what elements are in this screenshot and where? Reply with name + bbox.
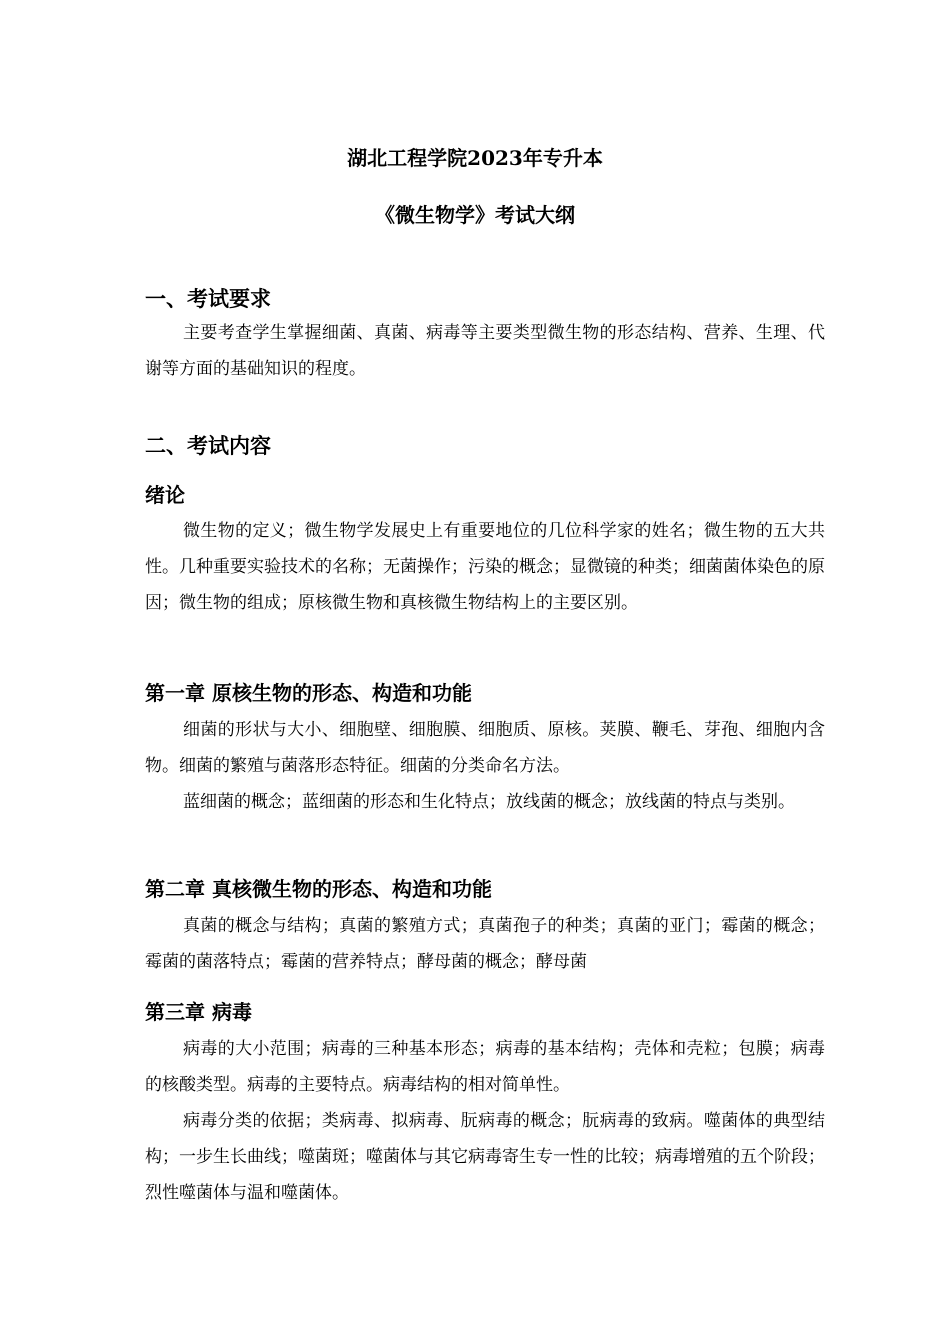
chapter2-paragraph-1: 真菌的概念与结构；真菌的繁殖方式；真菌孢子的种类；真菌的亚门；霉菌的概念；霉菌的菌落特点；霉菌的营养特点；酵母菌的概念；酵母菌 — [145, 916, 825, 972]
chapter-heading-3: 第三章 病毒 — [145, 1000, 252, 1024]
chapter3-paragraph-2: 病毒分类的依据；类病毒、拟病毒、朊病毒的概念；朊病毒的致病。噬菌体的典型结构；一步生长曲线；噬菌斑；噬菌体与其它病毒寄生专一性的比较；病毒增殖的五个阶段；烈性噬菌体与温和噬菌体。 — [145, 1111, 825, 1203]
intro-paragraph: 微生物的定义；微生物学发展史上有重要地位的几位科学家的姓名；微生物的五大共性。几种重要实验技术的名称；无菌操作；污染的概念；显微镜的种类；细菌菌体染色的原因；微生物的组成；原核微生物和真核微生物结构上的主要区别。 — [145, 521, 825, 613]
chapter-heading-intro: 绪论 — [145, 483, 185, 507]
chapter1-paragraph-2: 蓝细菌的概念；蓝细菌的形态和生化特点；放线菌的概念；放线菌的特点与类别。 — [183, 792, 795, 812]
requirements-paragraph: 主要考查学生掌握细菌、真菌、病毒等主要类型微生物的形态结构、营养、生理、代谢等方面的基础知识的程度。 — [145, 323, 825, 379]
document-title-line1: 湖北工程学院2023年专升本 — [347, 146, 603, 170]
chapter1-paragraph-1: 细菌的形状与大小、细胞壁、细胞膜、细胞质、原核。荚膜、鞭毛、芽孢、细胞内含物。细菌的繁殖与菌落形态特征。细菌的分类命名方法。 — [145, 720, 825, 776]
chapter3-paragraph-1: 病毒的大小范围；病毒的三种基本形态；病毒的基本结构；壳体和壳粒；包膜；病毒的核酸类型。病毒的主要特点。病毒结构的相对简单性。 — [145, 1039, 825, 1095]
chapter-heading-2: 第二章 真核微生物的形态、构造和功能 — [145, 877, 492, 901]
chapter-heading-1: 第一章 原核生物的形态、构造和功能 — [145, 681, 472, 705]
document-title-line2: 《微生物学》考试大纲 — [375, 203, 575, 227]
section-heading-requirements: 一、考试要求 — [145, 286, 271, 311]
section-heading-content: 二、考试内容 — [145, 433, 271, 458]
